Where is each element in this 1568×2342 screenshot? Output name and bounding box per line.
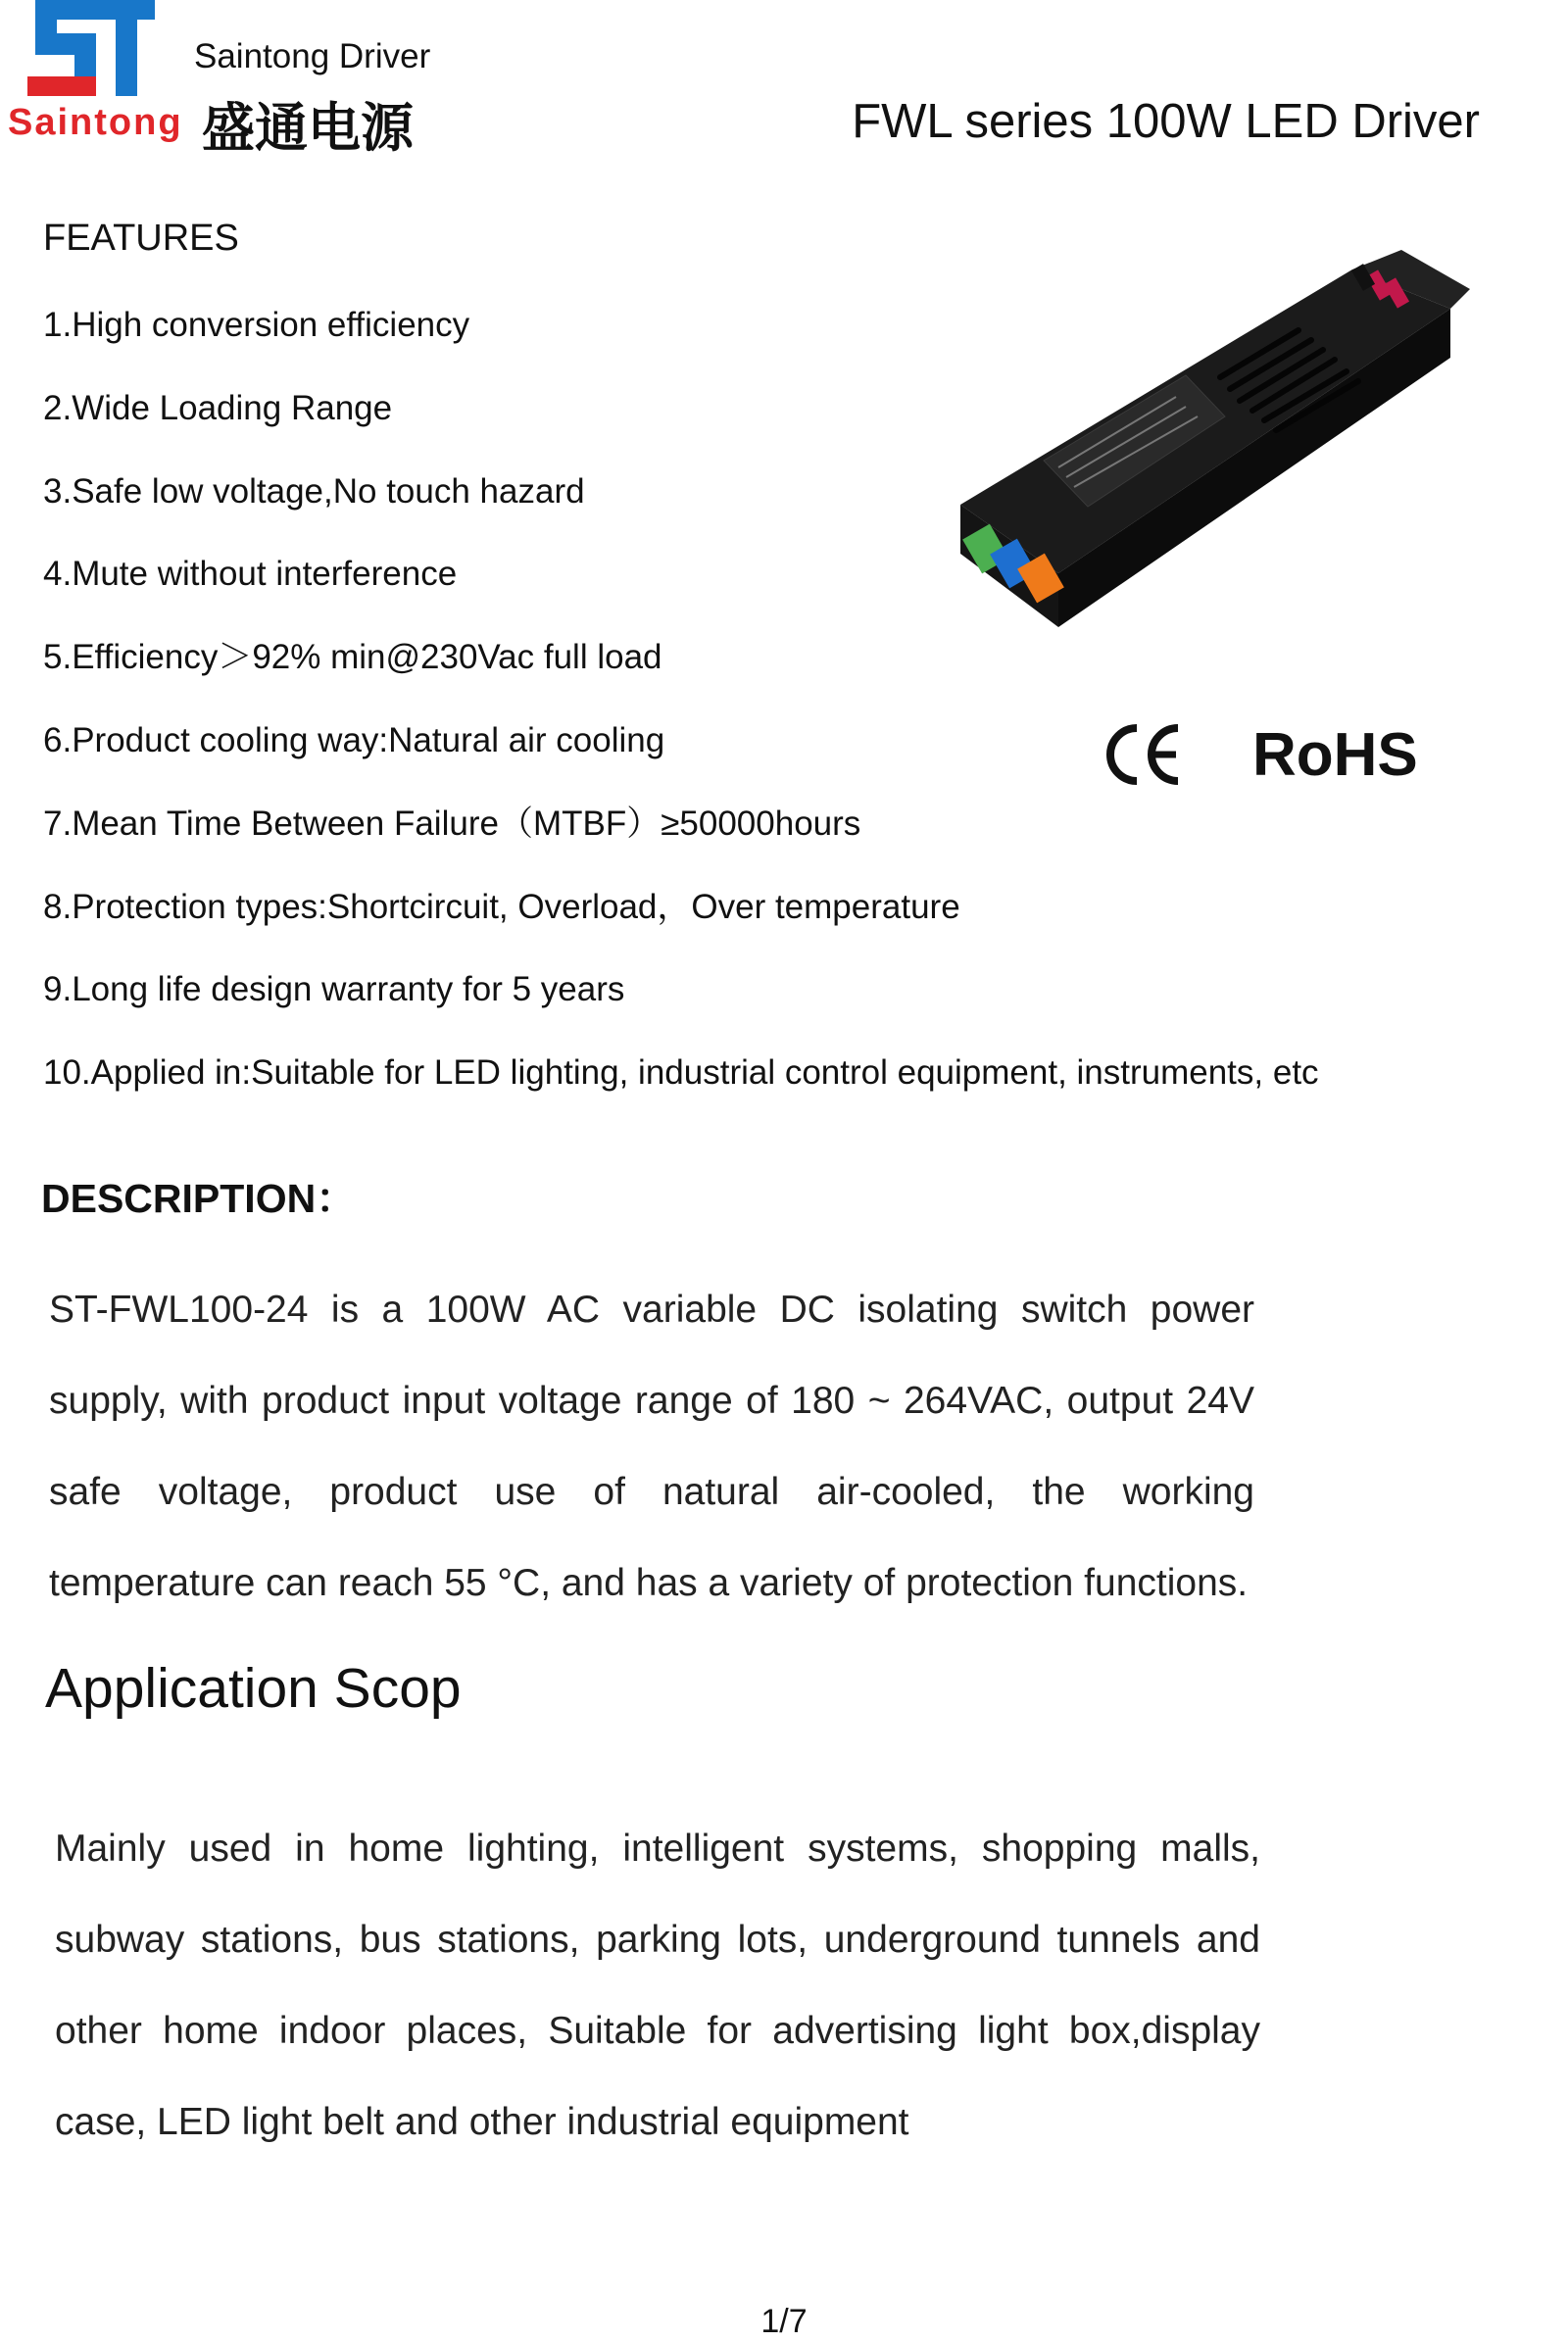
feature-item: 8.Protection types:Shortcircuit, Overload，Over temperature (43, 887, 960, 926)
feature-item: 10.Applied in:Suitable for LED lighting, industrial control equipment, instruments, etc (43, 1053, 1319, 1093)
rohs-mark: RoHS (1252, 721, 1418, 789)
ce-mark-icon (1105, 720, 1184, 789)
feature-item: 1.High conversion efficiency (43, 306, 470, 344)
logo-wordmark: Saintong (8, 102, 183, 143)
feature-item: 9.Long life design warranty for 5 years (43, 970, 625, 1009)
led-driver-product-image (941, 250, 1470, 647)
brand-name-english: Saintong Driver (194, 37, 431, 75)
description-body: ST-FWL100-24 is a 100W AC variable DC isolating switch power supply, with product input voltage range of 180 ~ 264VAC, output 24V safe voltage, product use of natural air-cooled, the working temperature can reach 55 °C, and has a variety of protection functions. (49, 1289, 1254, 1604)
application-scope-body: Mainly used in home lighting, intelligent systems, shopping malls, subway stations, bus stations, parking lots, underground tunnels and other home indoor places, Suitable for advertising light box,display case, LED light belt and other industrial equipment (55, 1828, 1260, 2143)
feature-item: 4.Mute without interference (43, 555, 458, 594)
feature-item: 2.Wide Loading Range (43, 388, 393, 427)
features-heading: FEATURES (43, 218, 239, 259)
brand-name-chinese: 盛通电源 (202, 97, 414, 159)
document-title: FWL series 100W LED Driver (852, 95, 1480, 148)
feature-item: 6.Product cooling way:Natural air cooling (43, 720, 665, 759)
feature-item: 5.Efficiency＞92% min@230Vac full load (43, 638, 662, 677)
description-heading: DESCRIPTION： (41, 1176, 357, 1221)
page-number: 1/7 (760, 2303, 808, 2340)
saintong-logo-mark-icon (27, 0, 155, 96)
feature-item: 3.Safe low voltage,No touch hazard (43, 471, 585, 511)
application-scope-heading: Application Scop (45, 1657, 462, 1720)
feature-item: 7.Mean Time Between Failure（MTBF）≥50000hours (43, 804, 861, 843)
